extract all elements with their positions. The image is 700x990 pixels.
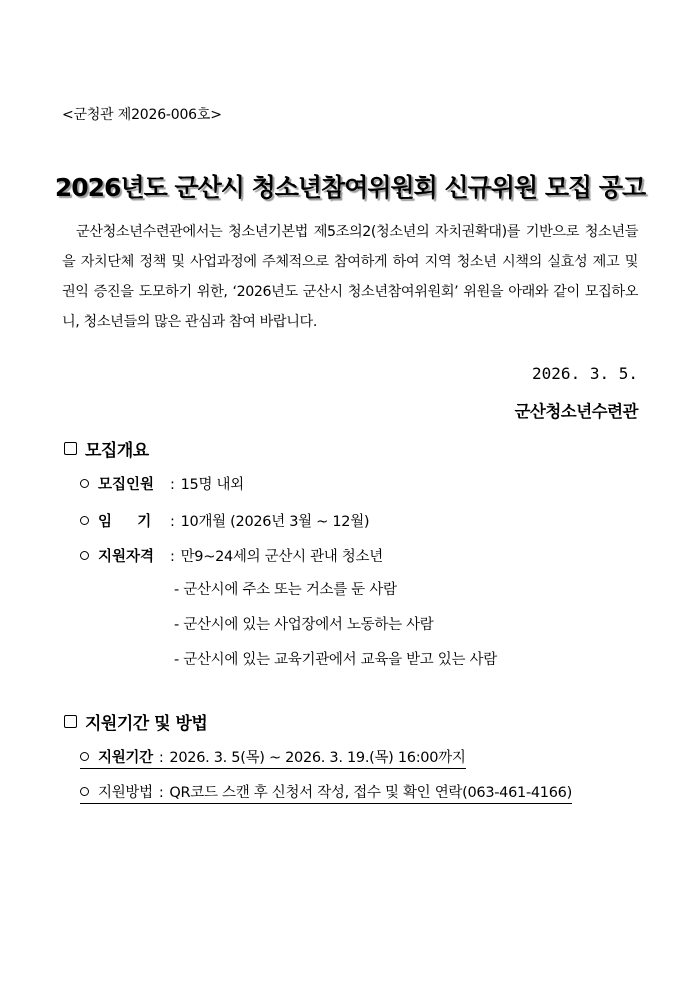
recruit-count-label: 모집인원	[98, 477, 155, 493]
recruit-count-row	[80, 473, 244, 494]
recruit-count-value: 15명 내외	[180, 477, 244, 493]
circle-bullet-icon	[80, 551, 89, 560]
intro-paragraph: 군산청소년수련관에서는 청소년기본법 제5조의2(청소년의 자치권확대)를 기반으로 청소년들을 자치단체 정책 및 사업과정에 주체적으로 참여하게 하여 지역 청소년 시책의 실효성 제고 및 권익 증진을 도모하기 위한, ‘2026년도 군산시 청소년참여위원회’ 위원을 아래와 같이 모집하오니, 청소년들의 많은 관심과 참여 바랍니다.	[62, 224, 638, 330]
application-period-label: 지원기간	[98, 750, 153, 766]
section-overview	[64, 436, 149, 461]
eligibility-item: - 군산시에 있는 교육기관에서 교육을 받고 있는 사람	[174, 652, 497, 668]
eligibility-item: - 군산시에 주소 또는 거소를 둔 사람	[174, 582, 397, 598]
circle-bullet-icon	[80, 787, 89, 796]
application-period-value: 2026. 3. 5(목) ~ 2026. 3. 19.(목) 16:00까지	[169, 750, 466, 766]
organization-name: 군산청소년수련관	[514, 402, 638, 421]
circle-bullet-icon	[80, 752, 89, 761]
eligibility-value: 만9~24세의 군산시 관내 청소년	[180, 549, 383, 565]
page-title: 2026년도 군산시 청소년참여위원회 신규위원 모집 공고	[54, 173, 646, 202]
term-value: 10개월 (2026년 3월 ~ 12월)	[180, 514, 370, 530]
application-method-value: QR코드 스캔 후 신청서 작성, 접수 및 확인 연락(063-461-4166)	[169, 785, 572, 801]
section-application	[64, 709, 207, 734]
colon-separator: :	[170, 477, 175, 493]
circle-bullet-icon	[80, 516, 89, 525]
eligibility-item: - 군산시에 있는 사업장에서 노동하는 사람	[174, 617, 434, 633]
circle-bullet-icon	[80, 479, 89, 488]
announcement-date: 2026. 3. 5.	[532, 364, 638, 383]
colon-separator: :	[170, 514, 175, 530]
term-label: 임 기	[98, 514, 152, 530]
application-method-label: 지원방법	[98, 785, 153, 801]
section-application-heading: 지원기간 및 방법	[85, 714, 208, 734]
eligibility-row	[80, 545, 383, 566]
application-period-row	[80, 746, 466, 769]
colon-separator: :	[158, 750, 164, 766]
section-overview-heading: 모집개요	[85, 441, 149, 461]
eligibility-label: 지원자격	[98, 549, 155, 565]
square-bullet-icon	[64, 715, 77, 728]
square-bullet-icon	[64, 442, 77, 455]
colon-separator: :	[158, 785, 164, 801]
application-method-row	[80, 781, 572, 804]
colon-separator: :	[170, 549, 175, 565]
document-number: <군청관 제2026-006호>	[62, 107, 222, 123]
term-row	[80, 510, 369, 531]
